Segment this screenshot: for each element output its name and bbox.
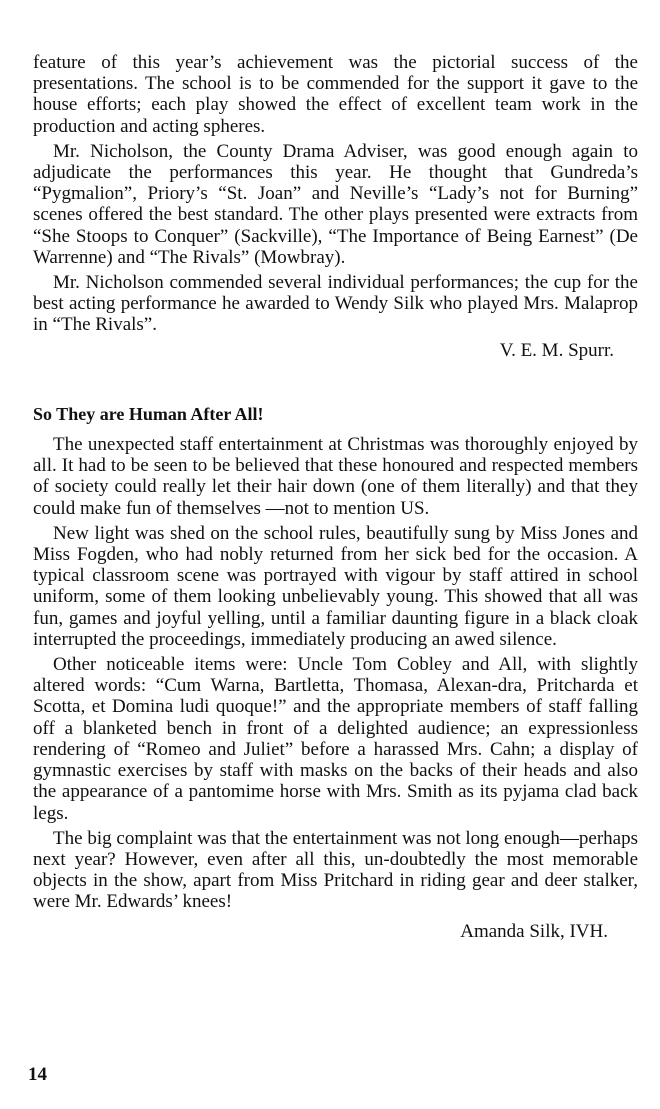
paragraph: feature of this year’s achievement was the pictorial success of the presentations. The school is to be commended for the support it gave to the house efforts; each play showed the effect of excellent team work in the production and acting spheres. bbox=[33, 52, 638, 137]
article-title: So They are Human After All! bbox=[33, 403, 264, 424]
paragraph: Mr. Nicholson commended several individual performances; the cup for the best acting performance he awarded to Wendy Silk who played Mrs. Malaprop in “The Rivals”. bbox=[33, 272, 638, 336]
paragraph: New light was shed on the school rules, beautifully sung by Miss Jones and Miss Fogden, who had nobly returned from her sick bed for the occasion. A typical classroom scene was portrayed with vigour by staff attired in school uniform, some of them looking unbelievably young. This showed that all was fun, games and joyful yelling, until a familiar daunting figure in a black cloak interrupted the proceedings, immediately producing an awed silence. bbox=[33, 522, 638, 650]
page-content bbox=[33, 52, 638, 942]
staff-entertainment-article bbox=[33, 404, 638, 942]
paragraph: The unexpected staff entertainment at Christmas was thoroughly enjoyed by all. It had to be seen to be believed that these honoured and respected members of society could really let their hair down (one of them literally) and that they could make fun of themselves —not to mention US. bbox=[33, 434, 638, 519]
signature: Amanda Silk, IVH. bbox=[460, 920, 608, 942]
paragraph: Other noticeable items were: Uncle Tom Cobley and All, with slightly altered words: “Cum Warna, Bartletta, Thomasa, Alexan-dra, Pritcharda et Scotta, et Domina ludi quoque!” and the appropriate members of staff falling off a blanketed bench in front of a delighted audience; an expressionless rendering of “Romeo and Juliet” before a harassed Mrs. Cahn; a display of gymnastic exercises by staff with masks on the backs of their heads and also the appearance of a pantomime horse with Mrs. Smith as its pyjama clad back legs. bbox=[33, 654, 638, 824]
paragraph: Mr. Nicholson, the County Drama Adviser, was good enough again to adjudicate the performances this year. He thought that Gundreda’s “Pygmalion”, Priory’s “St. Joan” and Neville’s “Lady’s not for Burning” scenes offered the best standard. The other plays presented were extracts from “She Stoops to Conquer” (Sackville), “The Importance of Being Earnest” (De Warrenne) and “The Rivals” (Mowbray). bbox=[33, 140, 638, 268]
paragraph: The big complaint was that the entertainment was not long enough—perhaps next year? However, even after all this, un-doubtedly the most memorable objects in the show, apart from Miss Pritchard in riding gear and deer stalker, were Mr. Edwards’ knees! bbox=[33, 827, 638, 913]
page-number: 14 bbox=[28, 1064, 47, 1085]
drama-report bbox=[33, 52, 638, 361]
signature: V. E. M. Spurr. bbox=[499, 339, 614, 361]
